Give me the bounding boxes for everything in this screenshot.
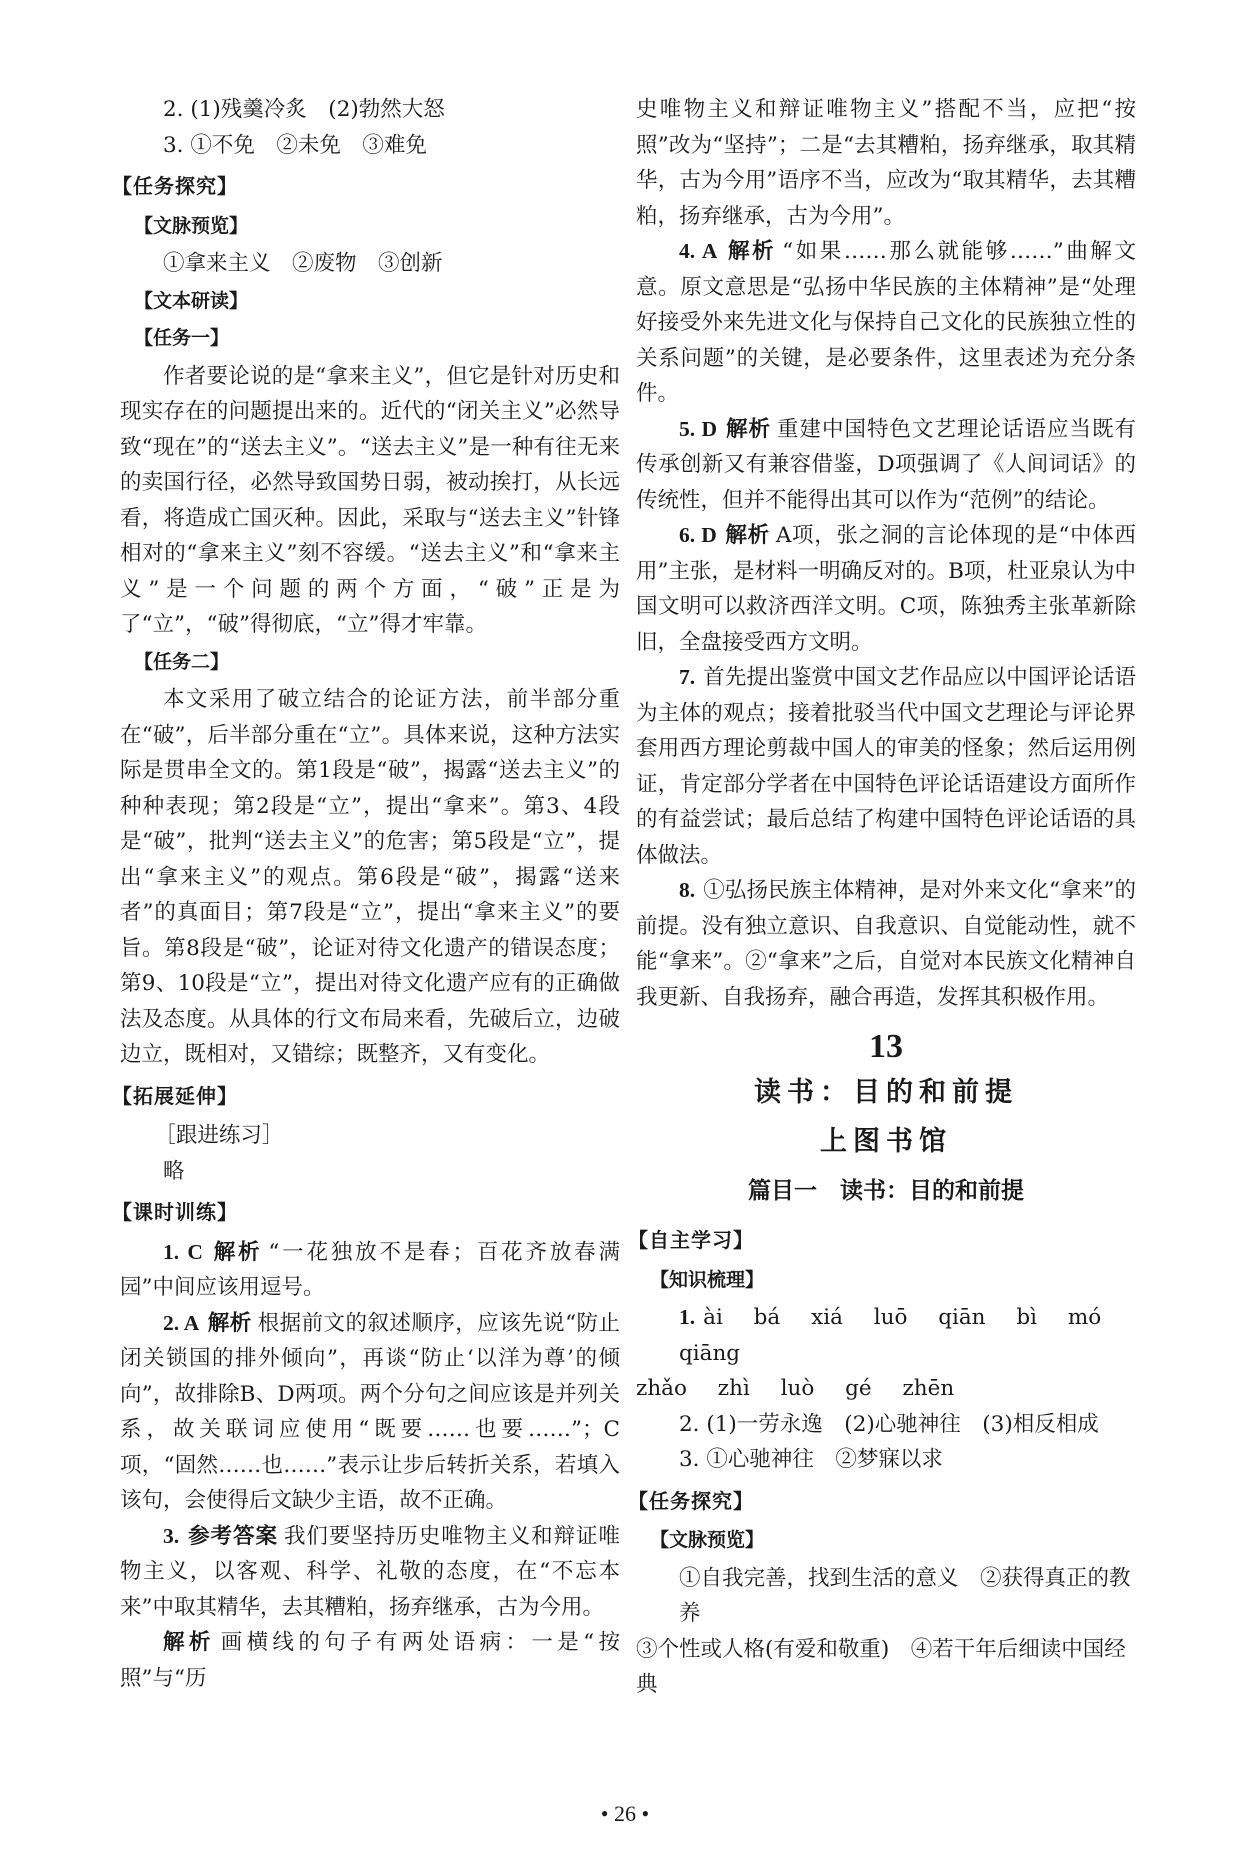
lesson-title: 读书：目的和前提: [754, 1076, 1018, 1108]
question-number: 1.: [679, 1305, 696, 1329]
pinyin-line: zhǎo zhì luò gé zhēn: [636, 1376, 955, 1401]
answer-line: 3. ①不免 ②未免 ③难免: [163, 132, 427, 158]
answer-text: “如果……那么就能够……”曲解文意。原文意思是“弘扬中华民族的主体精神”是“处理好接受外来先进文化与保持自己文化的民族独立性的关系问题”的关键，是必要条件，这里表述为充分条件。: [636, 239, 1136, 406]
right-column: [628, 92, 1136, 1703]
answer-text: 画横线的句子有两处语病：一是“按照”与“历: [120, 1630, 620, 1691]
answer-text: ①弘扬民族主体精神，是对外来文化“拿来”的前提。没有独立意识、自我意识、自觉能动性，就不能“拿来”。②“拿来”之后，自觉对本民族文化精神自我更新、自我扬弃，融合再造，发挥其积极作用。: [636, 878, 1136, 1010]
exercise-label: ［跟进练习］: [154, 1123, 284, 1148]
section-heading: 【任务探究】: [112, 174, 238, 198]
answer-line: 3. ①心驰神往 ②梦寐以求: [679, 1447, 943, 1472]
analysis-keyword: 解析: [210, 1239, 263, 1265]
analysis-keyword: 解析: [207, 1310, 252, 1336]
question-answer: [120, 1306, 620, 1519]
question-number: 6. D: [679, 523, 717, 547]
lesson-title: 上图书馆: [820, 1126, 952, 1157]
answer-line: ①自我完善，找到生活的意义 ②获得真正的教养: [679, 1565, 1131, 1626]
pinyin-line: [636, 1300, 1136, 1371]
continued-text: 史唯物主义和辩证唯物主义”搭配不当，应把“按照”改为“坚持”；二是“去其糟粕，扬弃继承，取其精华，古为今用”语序不当，应改为“取其精华，去其糟粕，扬弃继承，古为今用”。: [636, 97, 1136, 229]
question-number: 5. D: [679, 416, 718, 441]
answer-text: “一花独放不是春；百花齐放春满园”中间应该用逗号。: [120, 1239, 620, 1300]
answer-line: 2. (1)一劳永逸 (2)心驰神往 (3)相反相成: [679, 1411, 1099, 1437]
answer-text: 首先提出鉴赏中国文艺作品应以中国评论话语为主体的观点；接着批驳当代中国文艺理论与评论界套用西方理论剪裁中国人的审美的怪象；然后运用例证，肯定部分学者在中国特色评论话语建设方面所作的有益尝试；最后总结了构建中国特色评论话语的具体做法。: [636, 665, 1136, 868]
answer-text: 重建中国特色文艺理论话语应当既有传承创新又有兼容借鉴，D项强调了《人间词话》的传统性，但并不能得出其可以作为“范例”的结论。: [636, 416, 1136, 513]
page-number: • 26 •: [600, 1800, 650, 1826]
question-number: 7.: [679, 665, 696, 689]
left-column: [112, 92, 620, 1696]
answer-line: 2. (1)残羹冷炙 (2)勃然大怒: [163, 97, 445, 122]
part-title: 篇目一 读书：目的和前提: [748, 1177, 1024, 1204]
task1-paragraph: 作者要论说的是“拿来主义”，但它是针对历史和现实存在的问题提出来的。近代的“闭关主义”必然导致“现在”的“送去主义”。“送去主义”是一种有往无来的卖国行径，必然导致国势日弱，被动挨打，从长远看，将造成亡国灭种。因此，采取与“送去主义”针锋相对的“拿来主义”刻不容缓。“送去主义”和“拿来主义”是一个问题的两个方面，“破”正是为了“立”，“破”得彻底，“立”得才牢靠。: [120, 363, 620, 637]
task-label: 【任务二】: [134, 650, 230, 673]
answer-line: ③个性或人格(有爱和敬重) ④若干年后细读中国经典: [636, 1636, 1126, 1697]
section-heading: 【自主学习】: [628, 1228, 754, 1252]
question-analysis: [120, 1625, 620, 1696]
question-number: 1. C: [163, 1239, 203, 1264]
section-heading: 【拓展延伸】: [112, 1083, 238, 1108]
analysis-keyword: 解析: [163, 1630, 215, 1655]
question-answer: [636, 518, 1136, 660]
analysis-keyword: 解析: [725, 416, 772, 442]
section-heading: 【课时训练】: [112, 1200, 238, 1224]
question-number: 2. A: [163, 1310, 200, 1335]
question-answer: [636, 412, 1136, 519]
task-label: 【任务一】: [134, 327, 230, 349]
question-number: 3.: [163, 1523, 180, 1548]
section-heading: 【任务探究】: [628, 1488, 754, 1513]
subsection-heading: 【知识梳理】: [650, 1268, 765, 1291]
task2-paragraph: 本文采用了破立结合的论证方法，前半部分重在“破”，后半部分重在“立”。具体来说，这种方法实际是贯串全文的。第1段是“破”，揭露“送去主义”的种种表现；第2段是“立”，提出“拿来”。第3、4段是“破”，批判“送去主义”的危害；第5段是“立”，提出“拿来主义”的观点。第6段是“破”，揭露“送来者”的真面目；第7段是“立”，提出“拿来主义”的要旨。第8段是“破”，论证对待文化遗产的错误态度；第9、10段是“立”，提出对待文化遗产应有的正确做法及态度。从具体的行文布局来看，先破后立，边破边立，既相对，又错综；既整齐，又有变化。: [120, 687, 620, 1067]
question-number: 8.: [679, 878, 696, 902]
question-answer: [120, 1235, 620, 1306]
pinyin-text: ài bá xiá luō qiān bì mó qiāng: [679, 1305, 1102, 1366]
analysis-keyword: 解析: [725, 239, 777, 264]
analysis-keyword: 解析: [724, 523, 770, 548]
answer-line: ①拿来主义 ②废物 ③创新: [163, 251, 443, 276]
question-answer: [120, 1519, 620, 1626]
lesson-number: 13: [869, 1028, 903, 1065]
subsection-heading: 【文脉预览】: [134, 214, 249, 237]
question-number: 4. A: [679, 239, 718, 263]
answer-text: 我们要坚持历史唯物主义和辩证唯物主义，以客观、科学、礼敬的态度，在“不忘本来”中取其精华，去其糟粕，扬弃继承，古为今用。: [120, 1523, 620, 1620]
question-answer: [636, 660, 1136, 873]
subsection-heading: 【文脉预览】: [650, 1529, 765, 1551]
answer-text: A项，张之洞的言论体现的是“中体西用”主张，是材料一明确反对的。B项，杜亚泉认为中国文明可以救济西洋文明。C项，陈独秀主张革新除旧，全盘接受西方文明。: [636, 523, 1136, 655]
answer-text: 根据前文的叙述顺序，应该先说“防止闭关锁国的排外倾向”，再谈“防止‘以洋为尊’的倾向”，故排除B、D两项。两个分句之间应该是并列关系，故关联词应使用“既要……也要……”；C项，“固然……也……”表示让步后转折关系，若填入该句，会使得后文缺少主语，故不正确。: [120, 1310, 620, 1513]
question-answer: [636, 234, 1136, 412]
exercise-answer: 略: [163, 1158, 185, 1184]
subsection-heading: 【文本研读】: [134, 289, 249, 312]
reference-answer-keyword: 参考答案: [187, 1523, 278, 1549]
question-answer: [636, 873, 1136, 1015]
